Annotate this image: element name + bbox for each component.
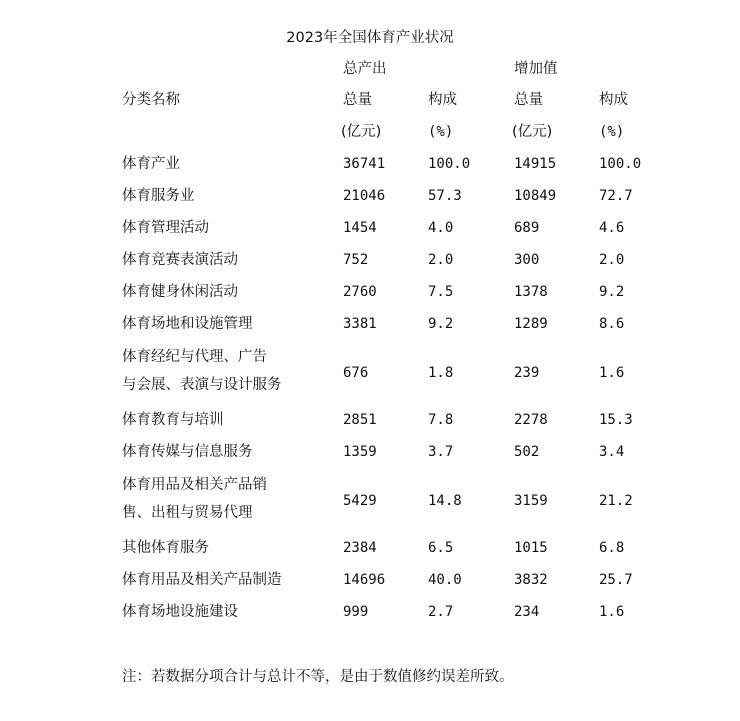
header-category: 分类名称 [122, 92, 180, 108]
cell-added-total: 689 [514, 220, 540, 236]
category-name: 体育教育与培训 [122, 412, 224, 428]
category-name: 体育健身休闲活动 [122, 284, 238, 300]
cell-output-share: 1.8 [428, 365, 454, 381]
cell-added-share: 25.7 [599, 572, 633, 588]
category-name: 体育竞赛表演活动 [122, 252, 238, 268]
cell-added-total: 1378 [514, 284, 548, 300]
cell-added-share: 21.2 [599, 493, 633, 509]
category-name: 体育传媒与信息服务 [122, 444, 253, 460]
header-output-total: 总量 [343, 92, 372, 108]
cell-added-share: 15.3 [599, 412, 633, 428]
category-name: 体育场地和设施管理 [122, 316, 253, 332]
cell-added-share: 9.2 [599, 284, 625, 300]
cell-output-share: 40.0 [428, 572, 462, 588]
cell-output-share: 100.0 [428, 156, 471, 172]
cell-output-total: 1359 [343, 444, 377, 460]
cell-output-share: 2.7 [428, 604, 454, 620]
cell-added-share: 3.4 [599, 444, 625, 460]
cell-output-total: 676 [343, 365, 369, 381]
cell-output-total: 36741 [343, 156, 386, 172]
cell-added-total: 3832 [514, 572, 548, 588]
cell-output-share: 4.0 [428, 220, 454, 236]
cell-added-share: 2.0 [599, 252, 625, 268]
cell-added-share: 4.6 [599, 220, 625, 236]
cell-added-total: 502 [514, 444, 540, 460]
header-added-group: 增加值 [514, 61, 558, 77]
cell-output-share: 3.7 [428, 444, 454, 460]
cell-output-total: 3381 [343, 316, 377, 332]
category-name: 体育场地设施建设 [122, 604, 238, 620]
header-added-share-unit: (%) [599, 124, 625, 140]
cell-added-share: 100.0 [599, 156, 642, 172]
category-name: 体育服务业 [122, 188, 195, 204]
category-name: 与会展、表演与设计服务 [122, 377, 282, 393]
cell-output-share: 2.0 [428, 252, 454, 268]
cell-added-total: 2278 [514, 412, 548, 428]
cell-output-total: 2384 [343, 540, 377, 556]
category-name: 体育用品及相关产品销 [122, 477, 267, 493]
cell-added-share: 6.8 [599, 540, 625, 556]
cell-added-total: 300 [514, 252, 540, 268]
cell-added-total: 1289 [514, 316, 548, 332]
header-output-total-unit: (亿元) [341, 124, 382, 140]
cell-output-total: 999 [343, 604, 369, 620]
cell-output-total: 14696 [343, 572, 386, 588]
category-name: 体育产业 [122, 156, 180, 172]
cell-output-total: 1454 [343, 220, 377, 236]
cell-added-total: 234 [514, 604, 540, 620]
cell-output-total: 2851 [343, 412, 377, 428]
category-name: 售、出租与贸易代理 [122, 505, 253, 521]
category-name: 体育管理活动 [122, 220, 209, 236]
cell-added-total: 14915 [514, 156, 557, 172]
header-added-total: 总量 [514, 92, 543, 108]
cell-output-total: 2760 [343, 284, 377, 300]
cell-added-total: 1015 [514, 540, 548, 556]
cell-output-total: 752 [343, 252, 369, 268]
header-output-share: 构成 [428, 92, 457, 108]
cell-output-total: 21046 [343, 188, 386, 204]
cell-output-share: 14.8 [428, 493, 462, 509]
cell-output-share: 57.3 [428, 188, 462, 204]
category-name: 体育用品及相关产品制造 [122, 572, 282, 588]
cell-added-total: 10849 [514, 188, 557, 204]
cell-added-share: 72.7 [599, 188, 633, 204]
category-name: 其他体育服务 [122, 540, 209, 556]
cell-output-share: 9.2 [428, 316, 454, 332]
header-output-group: 总产出 [343, 61, 387, 77]
cell-output-share: 6.5 [428, 540, 454, 556]
page-title: 2023年全国体育产业状况 [286, 30, 454, 46]
cell-output-share: 7.5 [428, 284, 454, 300]
footnote: 注：若数据分项合计与总计不等，是由于数值修约误差所致。 [122, 669, 514, 685]
cell-output-share: 7.8 [428, 412, 454, 428]
category-name: 体育经纪与代理、广告 [122, 349, 267, 365]
cell-added-share: 8.6 [599, 316, 625, 332]
header-added-total-unit: (亿元) [512, 124, 553, 140]
cell-added-total: 3159 [514, 493, 548, 509]
header-added-share: 构成 [599, 92, 628, 108]
cell-output-total: 5429 [343, 493, 377, 509]
cell-added-total: 239 [514, 365, 540, 381]
cell-added-share: 1.6 [599, 604, 625, 620]
cell-added-share: 1.6 [599, 365, 625, 381]
header-output-share-unit: (%) [428, 124, 454, 140]
